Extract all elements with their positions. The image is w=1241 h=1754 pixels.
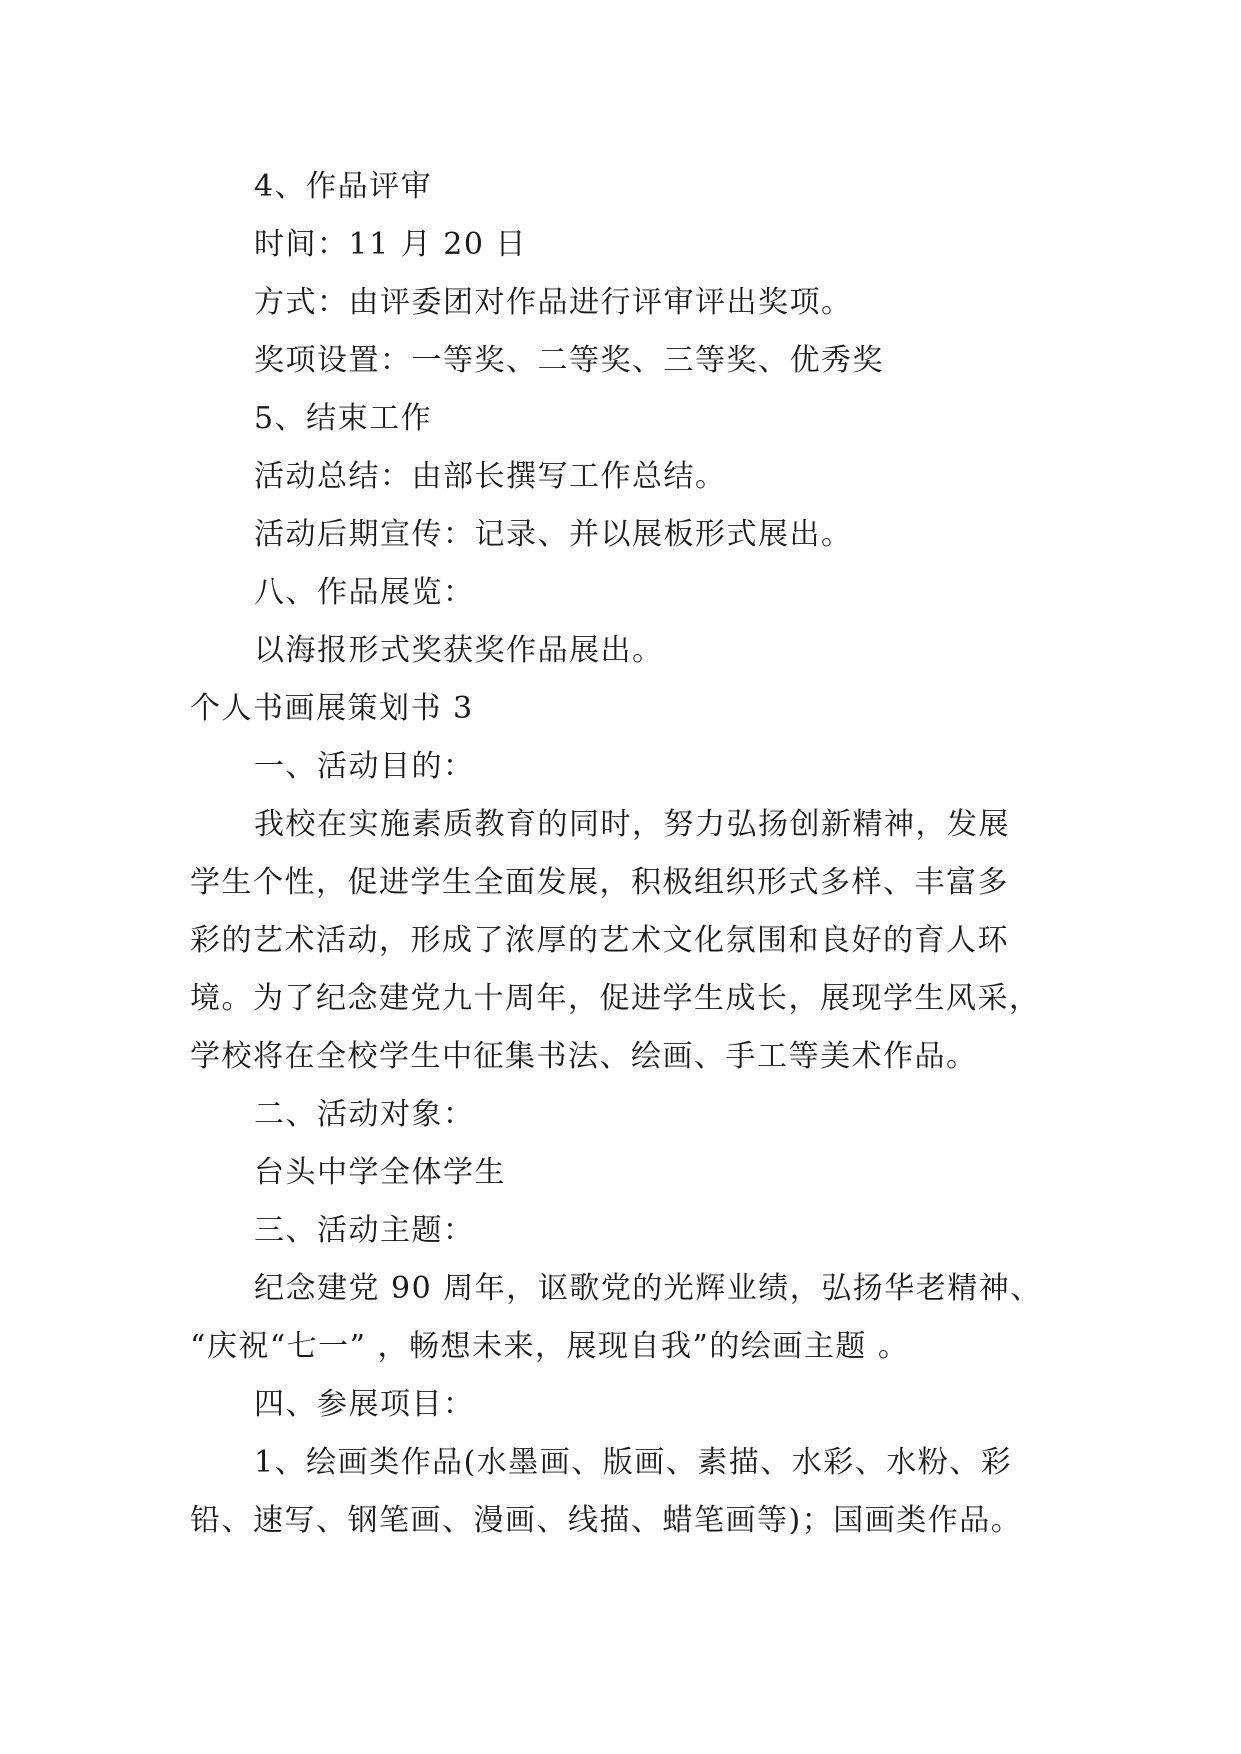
paragraph-line: 彩的艺术活动，形成了浓厚的艺术文化氛围和良好的育人环 [190, 923, 1009, 958]
heading-theme: 三、活动主题： [254, 1213, 475, 1248]
paragraph-line: 学生个性，促进学生全面发展，积极组织形式多样、丰富多 [190, 865, 1009, 900]
paragraph-line: 境。为了纪念建党九十周年，促进学生成长，展现学生风采， [190, 981, 1041, 1016]
paragraph-line: 铅、速写、钢笔画、漫画、线描、蜡笔画等)；国画类作品。 [190, 1503, 1023, 1538]
text-time: 时间：11 月 20 日 [254, 227, 527, 262]
heading-judging: 4、作品评审 [254, 169, 433, 204]
text-promotion: 活动后期宣传：记录、并以展板形式展出。 [254, 517, 853, 552]
paragraph-line: “庆祝“七一” ，畅想未来，展现自我”的绘画主题 。 [190, 1329, 910, 1364]
heading-audience: 二、活动对象： [254, 1097, 475, 1132]
text-exhibition: 以海报形式奖获奖作品展出。 [254, 633, 664, 668]
document-title: 个人书画展策划书 3 [190, 691, 474, 726]
paragraph-line: 学校将在全校学生中征集书法、绘画、手工等美术作品。 [190, 1039, 978, 1074]
text-method: 方式：由评委团对作品进行评审评出奖项。 [254, 285, 853, 320]
heading-closing: 5、结束工作 [254, 401, 433, 436]
paragraph-line: 我校在实施素质教育的同时，努力弘扬创新精神，发展 [254, 807, 1010, 842]
text-summary: 活动总结：由部长撰写工作总结。 [254, 459, 727, 494]
text-audience: 台头中学全体学生 [254, 1155, 506, 1190]
paragraph-line: 纪念建党 90 周年，讴歌党的光辉业绩，弘扬华老精神、 [254, 1271, 1042, 1306]
text-awards: 奖项设置：一等奖、二等奖、三等奖、优秀奖 [254, 343, 884, 378]
heading-purpose: 一、活动目的： [254, 749, 475, 784]
heading-items: 四、参展项目： [254, 1387, 475, 1422]
heading-exhibition: 八、作品展览： [254, 575, 475, 610]
paragraph-line: 1、绘画类作品(水墨画、版画、素描、水彩、水粉、彩 [254, 1445, 1013, 1480]
